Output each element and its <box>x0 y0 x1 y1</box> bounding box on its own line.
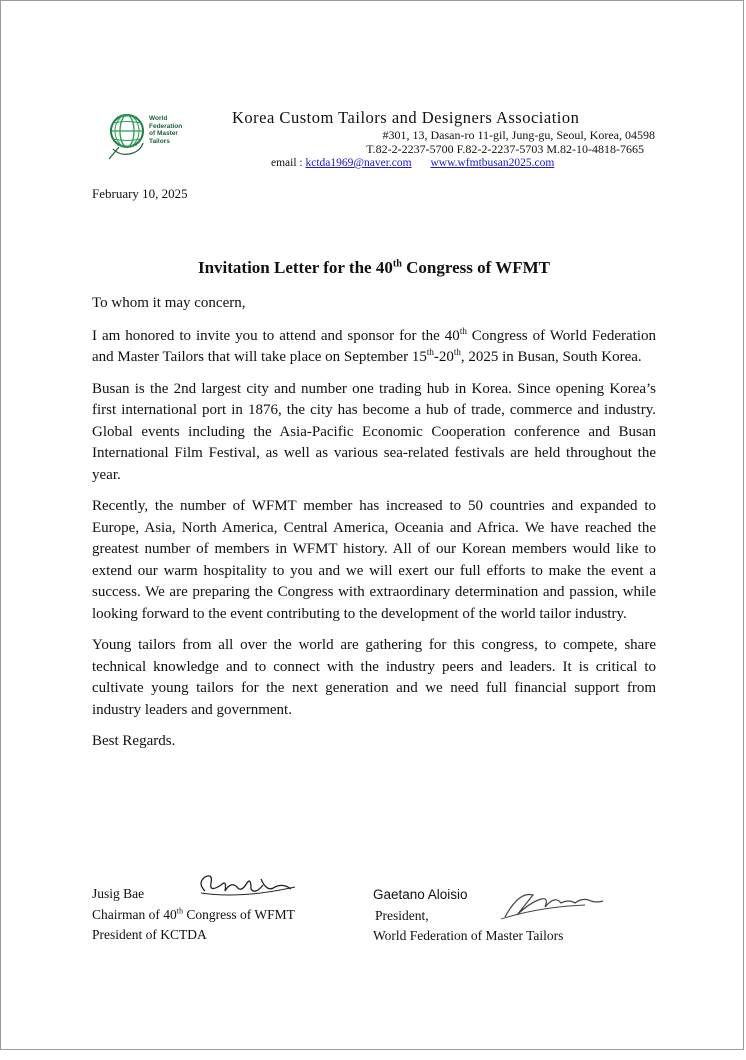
letter-title: Invitation Letter for the 40th Congress of WFMT <box>197 258 551 277</box>
signatory-title: President of KCTDA <box>92 927 207 942</box>
phone-line: T.82-2-2237-5700 F.82-2-2237-5703 M.82-10-4818-7665 <box>366 142 644 156</box>
closing: Best Regards. <box>92 733 176 749</box>
wfmt-logo <box>105 107 225 163</box>
letter-body <box>92 293 656 763</box>
signatory-title: Chairman of 40th Congress of WFMT <box>92 906 295 922</box>
website-link[interactable]: www.wfmtbusan2025.com <box>430 157 555 169</box>
paragraph-young-tailors: Young tailors from all over the world are gathering for this congress, to compete, share technical knowledge and to connect with the industry peers and leaders. It is critical to cultivate young tailors for the next generation and we need full financial support from industry leaders and government. <box>92 637 656 718</box>
paragraph-busan: Busan is the 2nd largest city and number one trading hub in Korea. Since opening Korea’s first international port in 1876, the city has become a hub of trade, commerce and industry. Global events including the Asia-Pacific Economic Cooperation conference and Busan International Film Festival, as well as various sea-related festivals are held throughout the year. <box>92 380 656 483</box>
org-name: Korea Custom Tailors and Designers Association <box>232 108 580 127</box>
contact-line <box>271 157 554 169</box>
signatory-title: World Federation of Master Tailors <box>373 928 564 943</box>
salutation: To whom it may concern, <box>92 295 246 311</box>
logo-text: World Federation of Master Tailors <box>149 115 183 145</box>
signatory-right <box>373 885 563 947</box>
signatory-name: Jusig Bae <box>92 886 145 901</box>
email-label: email : <box>271 157 306 169</box>
letter-date: February 10, 2025 <box>92 186 188 201</box>
email-link[interactable]: kctda1969@naver.com <box>305 157 412 169</box>
paragraph-membership: Recently, the number of WFMT member has increased to 50 countries and expanded to Europe, Asia, North America, Central America, Oceania and Africa. We have reached the greatest number of members in WFMT history. All of our Korean members would like to extend our warm hospitality to you and we will exert our full efforts to make the event a success. We are preparing the Congress with extraordinary determination and passion, while looking forward to the event contributing to the development of the world tailor industry. <box>92 498 656 622</box>
signatory-title: President, <box>375 907 429 923</box>
address-line: #301, 13, Dasan-ro 11-gil, Jung-gu, Seoul, Korea, 04598 <box>382 128 655 142</box>
paragraph-invitation: I am honored to invite you to attend and sponsor for the 40th Congress of World Federation and Master Tailors that will take place on September 15th-20th, 2025 in Busan, South Korea. <box>92 325 656 365</box>
globe-needle-icon <box>105 107 149 163</box>
signatory-left <box>92 884 295 946</box>
signatory-name: Gaetano Aloisio <box>373 887 468 902</box>
